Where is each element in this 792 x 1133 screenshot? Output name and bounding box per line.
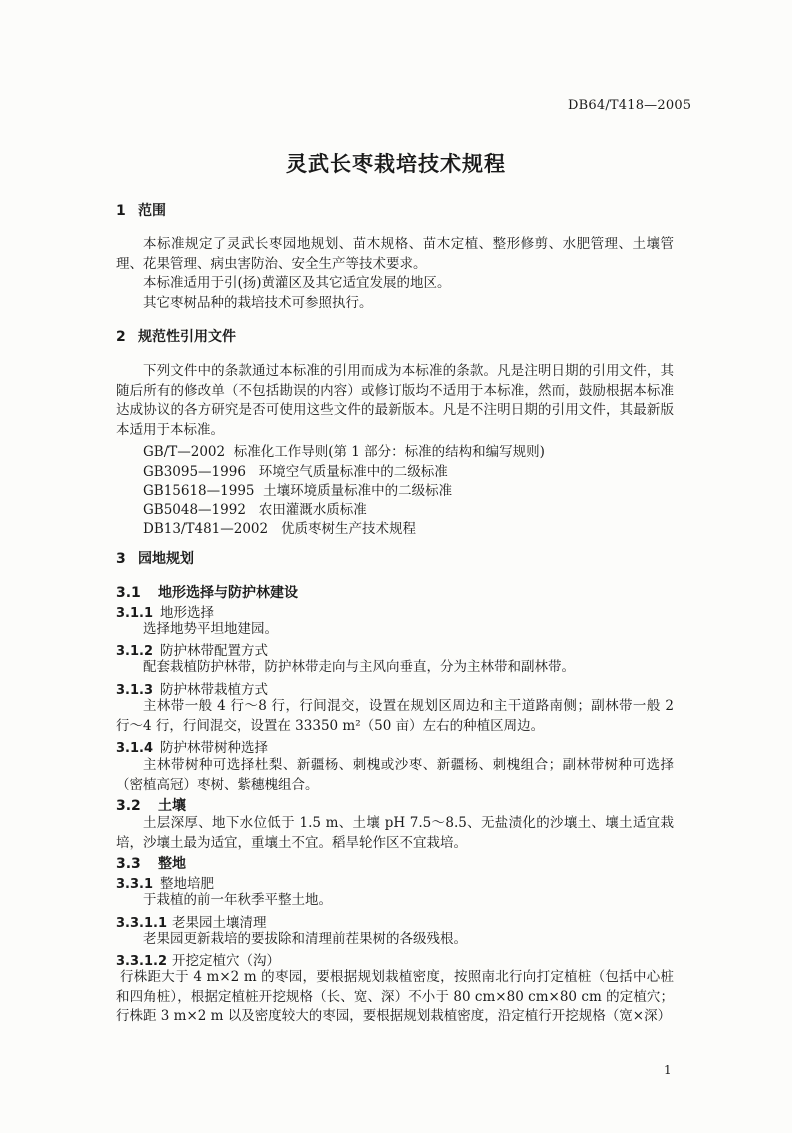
section-3-2-heading: 3.2 土壤 [116,798,186,814]
reference-item: GB15618—1995 土壤环境质量标准中的二级标准 [143,483,453,499]
page-number: 1 [664,1063,672,1077]
section-3-3-1-1-heading: 3.3.1.1 老果园土壤清理 [116,915,267,931]
reference-item: GB/T—2002 标准化工作导则(第 1 部分：标准的结构和编写规则) [143,444,545,460]
section-1-paragraph-2: 本标准适用于引(扬)黄灌区及其它适宜发展的地区。 [143,275,451,291]
section-3-1-2-text: 配套栽植防护林带，防护林带走向与主风向垂直，分为主林带和副林带。 [143,659,575,675]
document-title: 灵武长枣栽培技术规程 [286,152,506,176]
section-2-heading: 2 规范性引用文件 [116,329,236,345]
section-1-paragraph-1: 本标准规定了灵武长枣园地规划、苗木规格、苗木定植、整形修剪、水肥管理、土壤管理、花果管理、病虫害防治、安全生产等技术要求。 [116,236,674,272]
section-2-paragraph: 下列文件中的条款通过本标准的引用而成为本标准的条款。凡是注明日期的引用文件，其随后所有的修改单（不包括勘误的内容）或修订版均不适用于本标准，然而，鼓励根据本标准达成协议的各方研究是否可使用这些文件的最新版本。凡是不注明日期的引用文件，其最新版本适用于本标准。 [116,363,674,438]
section-3-3-1-2-heading: 3.3.1.2 开挖定植穴（沟） [116,953,280,969]
section-1-paragraph-3: 其它枣树品种的栽培技术可参照执行。 [143,295,373,311]
section-3-1-4-heading: 3.1.4 防护林带树种选择 [116,740,268,756]
section-3-3-1-text: 于栽植的前一年秋季平整土地。 [143,892,332,908]
section-3-3-1-1-text: 老果园更新栽培的要拔除和清理前茬果树的各级残根。 [143,931,467,947]
section-3-1-3-heading: 3.1.3 防护林带栽植方式 [116,682,268,698]
section-3-1-3-text: 主林带一般 4 行～8 行，行间混交，设置在规划区周边和主干道路南侧；副林带一般 2 行～4 行，行间混交，设置在 33350 m²（50 亩）左右的种植区周边。 [116,698,674,734]
section-3-1-1-heading: 3.1.1 地形选择 [116,605,214,621]
section-3-1-1-text: 选择地势平坦地建园。 [143,621,278,637]
section-3-heading: 3 园地规划 [116,551,194,567]
reference-item: DB13/T481—2002 优质枣树生产技术规程 [143,521,416,537]
section-3-3-1-heading: 3.3.1 整地培肥 [116,876,214,892]
standard-code: DB64/T418—2005 [568,98,692,113]
section-3-1-4-text: 主林带树种可选择杜梨、新疆杨、刺槐或沙枣、新疆杨、刺槐组合；副林带树种可选择（密植高冠）枣树、紫穗槐组合。 [116,757,674,793]
reference-item: GB5048—1992 农田灌溉水质标准 [143,502,367,518]
section-3-3-1-2-text: 行株距大于 4 m×2 m 的枣园，要根据规划栽植密度，按照南北行向打定植桩（包括中心桩和四角桩），根据定植桩开挖规格（长、宽、深）不小于 80 cm×80 cm×80 cm 的定植穴；行株距 3 m×2 m 以及密度较大的枣园，要根据规划栽植密度，沿定植行开挖规格（宽×深） [116,969,674,1024]
section-3-3-heading: 3.3 整地 [116,856,186,872]
reference-item: GB3095—1996 环境空气质量标准中的二级标准 [143,464,448,480]
section-3-2-text: 土层深厚、地下水位低于 1.5 m、土壤 pH 7.5～8.5、无盐渍化的沙壤土、壤土适宜栽培，沙壤土最为适宜，重壤土不宜。稻旱轮作区不宜栽培。 [116,815,674,851]
section-1-heading: 1 范围 [116,203,166,219]
section-3-1-2-heading: 3.1.2 防护林带配置方式 [116,643,268,659]
section-3-1-heading: 3.1 地形选择与防护林建设 [116,585,298,601]
